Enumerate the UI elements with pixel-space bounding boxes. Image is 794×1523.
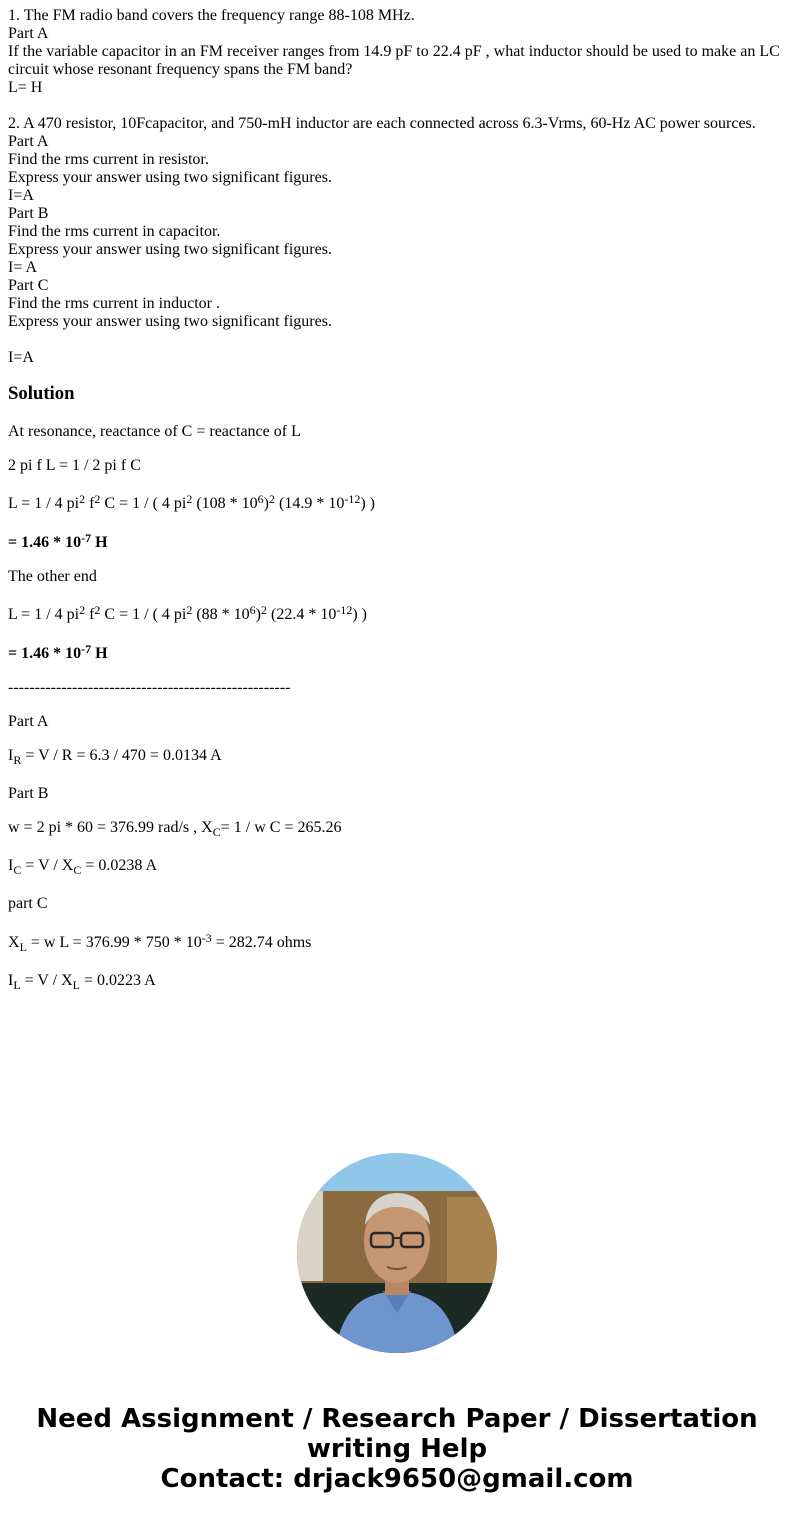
eq-text: f	[85, 606, 95, 623]
eq-text: C = 1 / ( 4 pi	[100, 495, 187, 512]
q1-part-a: Part A	[8, 25, 49, 42]
part-a-label: Part A	[8, 713, 49, 730]
result-sup: -7	[81, 531, 92, 545]
q1-line-1: 1. The FM radio band covers the frequency range 88-108 MHz.	[8, 7, 415, 24]
eq-sup: -12	[336, 603, 353, 617]
result-text: = 1.46 * 10	[8, 534, 82, 551]
resonance-equation: 2 pi f L = 1 / 2 pi f C	[8, 457, 141, 474]
eq-text: L = 1 / 4 pi	[8, 606, 80, 623]
eq-sub: C	[73, 863, 82, 877]
inductance-result-2	[8, 642, 108, 663]
eq-text: ) )	[360, 495, 375, 512]
inductance-equation-2	[8, 603, 367, 624]
eq-sup: 2	[79, 603, 86, 617]
footer-line-1: Need Assignment / Research Paper / Dissertation	[36, 1404, 758, 1434]
eq-text: (108 * 10	[192, 495, 258, 512]
eq-text: w = 2 pi * 60 = 376.99 rad/s , X	[8, 819, 213, 836]
eq-text: = 282.74 ohms	[211, 934, 312, 951]
eq-text: I	[8, 972, 14, 989]
q2-part-b-answer: I= A	[8, 259, 38, 276]
q2-part-c: Part C	[8, 277, 49, 294]
q2-part-b-prompt: Find the rms current in capacitor.	[8, 223, 221, 240]
q2-part-a: Part A	[8, 133, 49, 150]
eq-sup: 2	[94, 603, 101, 617]
result-text: = 1.46 * 10	[8, 645, 82, 662]
separator-line: -----------------------------------------------------	[8, 679, 291, 696]
eq-text: = V / X	[21, 857, 74, 874]
eq-text: I	[8, 857, 14, 874]
q2-line-1: 2. A 470 resistor, 10Fcapacitor, and 750-mH inductor are each connected across 6.3-Vrms, 60-Hz AC power sources.	[8, 115, 756, 132]
footer-banner	[0, 1404, 794, 1494]
eq-sub: R	[13, 753, 22, 767]
eq-text: f	[85, 495, 95, 512]
eq-sup: -12	[344, 492, 361, 506]
eq-text: ) )	[352, 606, 367, 623]
eq-text: L = 1 / 4 pi	[8, 495, 80, 512]
question-block	[8, 7, 788, 367]
q2-part-c-answer: I=A	[8, 349, 34, 366]
footer-contact: Contact: drjack9650@gmail.com	[160, 1464, 634, 1494]
eq-sup: 2	[94, 492, 101, 506]
eq-text: = 0.0223 A	[80, 972, 156, 989]
inductance-result-1	[8, 531, 108, 552]
eq-text: I	[8, 747, 14, 764]
inductive-reactance-equation	[8, 931, 312, 954]
eq-sup: 6	[257, 492, 264, 506]
eq-sub: L	[72, 978, 81, 992]
question-gap	[8, 97, 788, 115]
eq-text: C = 1 / ( 4 pi	[100, 606, 187, 623]
eq-sup: 2	[186, 492, 193, 506]
inductor-current-equation	[8, 972, 156, 990]
q2-part-c-prompt: Find the rms current in inductor .	[8, 295, 220, 312]
result-sup: -7	[81, 642, 92, 656]
eq-sub: C	[13, 863, 22, 877]
inductance-equation-1	[8, 492, 375, 513]
eq-sup: 2	[261, 603, 267, 617]
capacitor-current-equation	[8, 857, 157, 875]
question-gap-2	[8, 331, 788, 349]
q2-part-a-answer: I=A	[8, 187, 34, 204]
eq-sup: 2	[186, 603, 193, 617]
q1-prompt: If the variable capacitor in an FM receiver ranges from 14.9 pF to 22.4 pF , what inductor should be used to make an LC circuit whose resonant frequency spans the FM band?	[8, 43, 780, 78]
author-portrait-icon	[297, 1153, 497, 1353]
eq-sup: -3	[201, 931, 212, 945]
eq-sub: C	[212, 825, 221, 839]
eq-text: = 1 / w C = 265.26	[220, 819, 342, 836]
eq-sup: 2	[269, 492, 275, 506]
eq-text: = V / X	[20, 972, 73, 989]
eq-sup: 6	[249, 603, 256, 617]
eq-text: = w L = 376.99 * 750 * 10	[26, 934, 202, 951]
other-end-label: The other end	[8, 568, 97, 585]
solution-heading: Solution	[8, 383, 75, 404]
eq-text: (22.4 * 10	[267, 606, 337, 623]
eq-sub: L	[13, 978, 21, 992]
eq-text: )	[255, 606, 261, 623]
q2-part-b: Part B	[8, 205, 49, 222]
q2-part-a-prompt: Find the rms current in resistor.	[8, 151, 209, 168]
eq-text: = 0.0238 A	[81, 857, 158, 874]
part-c-label: part C	[8, 895, 48, 912]
portrait-drawing	[297, 1153, 497, 1353]
result-unit: H	[91, 534, 108, 551]
result-unit: H	[91, 645, 108, 662]
eq-text: X	[8, 934, 20, 951]
eq-text: (88 * 10	[192, 606, 250, 623]
q2-part-c-note: Express your answer using two significant figures.	[8, 313, 332, 330]
q2-part-a-note: Express your answer using two significant figures.	[8, 169, 332, 186]
eq-text: (14.9 * 10	[275, 495, 345, 512]
eq-sub: L	[19, 940, 27, 954]
eq-sup: 2	[79, 492, 86, 506]
part-b-label: Part B	[8, 785, 49, 802]
eq-text: = V / R = 6.3 / 470 = 0.0134 A	[21, 747, 222, 764]
q2-part-b-note: Express your answer using two significant figures.	[8, 241, 332, 258]
resistor-current-equation	[8, 747, 222, 765]
q1-answer: L= H	[8, 79, 43, 96]
portrait-switchboard	[297, 1191, 323, 1281]
capacitive-reactance-equation	[8, 819, 341, 837]
eq-text: )	[263, 495, 269, 512]
resonance-intro: At resonance, reactance of C = reactance of L	[8, 423, 301, 440]
footer-line-2: writing Help	[306, 1434, 488, 1464]
